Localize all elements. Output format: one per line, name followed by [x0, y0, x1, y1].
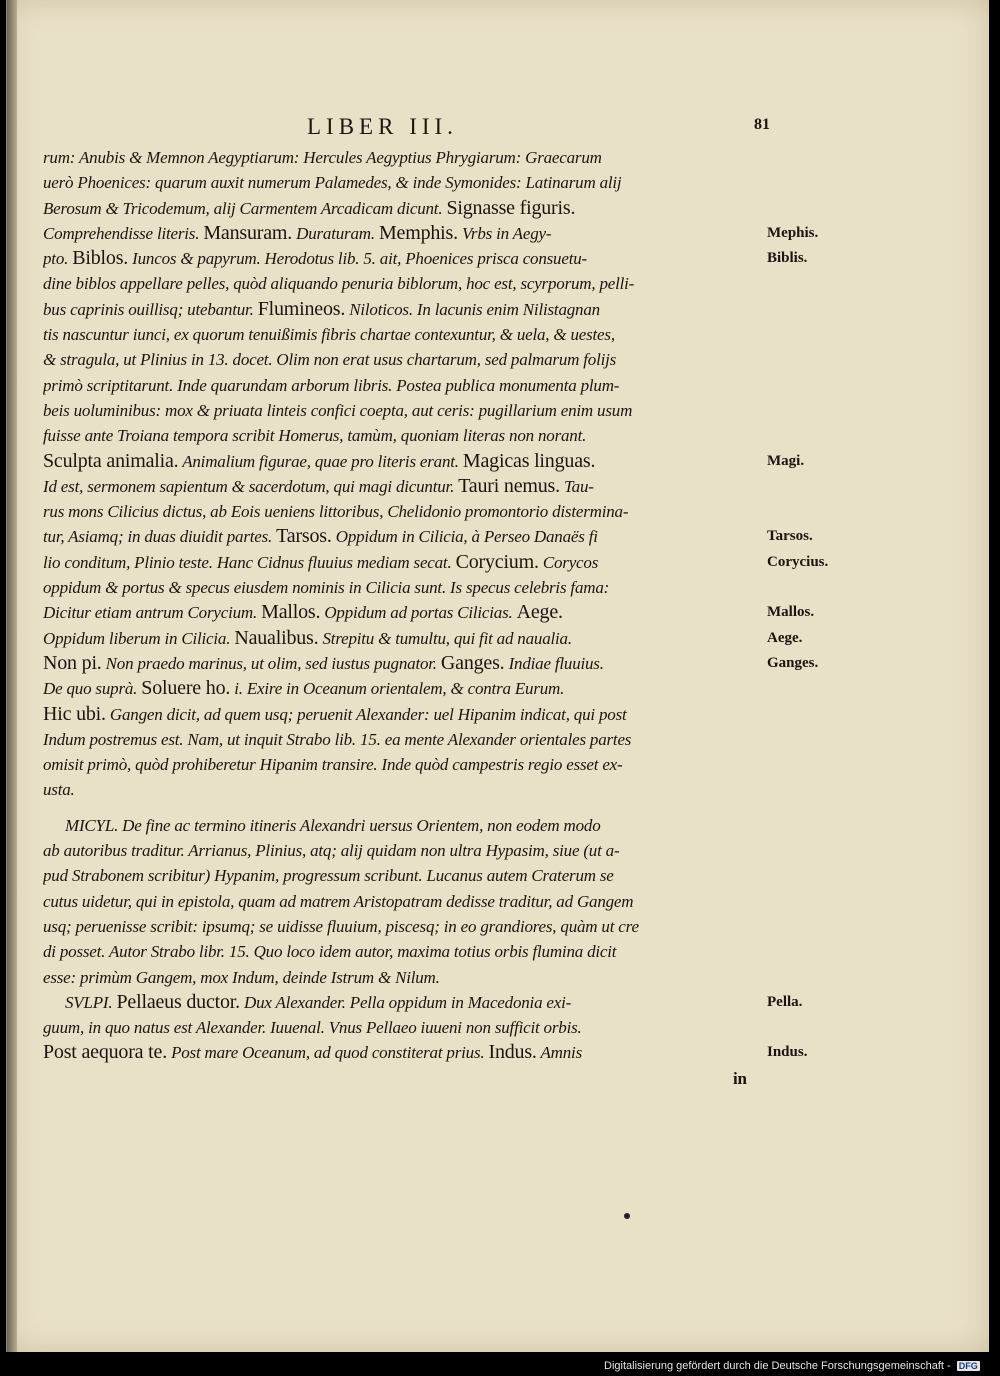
lemma: Aege.	[516, 601, 563, 624]
text-line	[43, 524, 765, 549]
line-text: rum: Anubis & Memnon Aegyptiarum: Hercules Aegyptius Phrygiarum: Graecarum	[43, 148, 602, 167]
text-line	[43, 322, 765, 347]
text-line	[43, 550, 765, 575]
line-text: Oppidum in Cilicia, à Perseo Danaës fi	[335, 527, 598, 547]
line-text: primò scriptitarunt. Inde quarundam arborum libris. Postea publica monumenta plum-	[43, 375, 620, 395]
line-text: Amnis	[540, 1043, 582, 1063]
line-text: lio conditum, Plinio teste. Hanc Cidnus fluuius mediam secat.	[43, 552, 452, 572]
marginal-note: Biblis.	[767, 250, 808, 266]
line-text: di posset. Autor Strabo libr. 15. Quo loco idem autor, maxima totius orbis flumina dicit	[43, 942, 617, 962]
text-line	[43, 965, 765, 990]
text-line	[43, 1040, 765, 1065]
lemma: Memphis.	[378, 221, 458, 244]
line-text: i. Exire in Oceanum orientalem, & contra Eurum.	[234, 679, 565, 699]
line-text: tur, Asiamq; in duas diuidit partes.	[43, 527, 273, 547]
text-line	[43, 1015, 765, 1040]
text-line	[43, 676, 765, 701]
line-text: Oppidum ad portas Cilicias.	[324, 603, 513, 623]
line-text: cutus uidetur, qui in epistola, quam ad matrem Aristopatram dedisse traditur, ad Gangem	[43, 891, 634, 911]
text-line	[43, 1066, 765, 1091]
line-text: usta.	[43, 780, 75, 800]
lemma: Hic ubi.	[43, 702, 106, 725]
line-text: pud Strabonem scribitur) Hypanim, progressum scribunt. Lucanus autem Craterum se	[43, 866, 614, 886]
lemma: Mallos.	[261, 601, 321, 624]
lemma: Naualibus.	[234, 626, 319, 649]
marginal-note: Tarsos.	[767, 528, 813, 544]
line-text: Gangen dicit, ad quem usq; peruenit Alexander: uel Hipanim indicat, qui post	[109, 704, 627, 724]
marginal-note: Corycius.	[767, 554, 829, 570]
lemma: Non pi.	[43, 651, 102, 674]
lemma: Biblos.	[72, 247, 129, 270]
digitization-credit	[604, 1360, 994, 1374]
lemma: Tarsos.	[276, 525, 332, 548]
text-line	[43, 813, 765, 838]
line-text: bus caprinis ouillisq; utebantur.	[43, 299, 254, 319]
text-line	[43, 600, 765, 625]
ink-spot	[624, 1213, 630, 1219]
line-text: Vrbs in Aegy-	[462, 223, 552, 243]
line-text: in	[733, 1068, 747, 1088]
line-text: Dux Alexander. Pella oppidum in Macedonia exi-	[244, 992, 572, 1012]
lemma: Tauri nemus.	[458, 474, 560, 497]
text-line	[43, 863, 765, 888]
marginal-note: Aege.	[767, 630, 803, 646]
lemma: Flumineos.	[257, 297, 346, 320]
text-line	[43, 651, 765, 676]
line-text: pto.	[43, 249, 69, 269]
lemma: Corycium.	[455, 550, 539, 573]
lemma: Pellaeus ductor.	[116, 990, 240, 1013]
line-text: omisit primò, quòd prohiberetur Hipanim transire. Inde quòd campestris regio esset ex-	[43, 755, 623, 775]
lemma: Magicas linguas.	[462, 449, 596, 472]
line-text: Iuncos & papyrum. Herodotus lib. 5. ait, Phoenices prisca consuetu-	[132, 249, 587, 269]
running-title: LIBER III.	[307, 114, 458, 139]
text-line	[43, 271, 765, 296]
text-line	[43, 626, 765, 651]
line-text: MICYL. De fine ac termino itineris Alexandri uersus Orientem, non eodem modo	[65, 815, 601, 835]
credit-text: Digitalisierung gefördert durch die Deutsche Forschungsgemeinschaft -	[604, 1360, 951, 1372]
text-line	[43, 575, 765, 600]
line-text: oppidum & portus & specus eiusdem nominis in Cilicia sunt. Is specus celebris fama:	[43, 578, 610, 598]
marginal-note: Magi.	[767, 453, 805, 469]
line-text: Oppidum liberum in Cilicia.	[43, 628, 231, 648]
text-line	[43, 145, 765, 170]
text-line	[43, 727, 765, 752]
line-text: Tau-	[563, 476, 594, 496]
book-page	[6, 0, 989, 1352]
text-line	[43, 474, 765, 499]
line-text: Duraturam.	[296, 223, 375, 243]
text-line	[43, 221, 765, 246]
lemma: Post aequora te.	[43, 1041, 167, 1064]
marginal-note: Indus.	[767, 1044, 808, 1060]
text-line	[43, 196, 765, 221]
line-text: Indiae fluuius.	[508, 653, 604, 673]
line-text: Niloticos. In lacunis enim Nilistagnan	[349, 299, 600, 319]
text-line	[43, 752, 765, 777]
line-text: Non praedo marinus, ut olim, sed iustus pugnator.	[105, 653, 437, 673]
lemma: Ganges.	[440, 651, 505, 674]
line-text: Id est, sermonem sapientum & sacerdotum, qui magi dicuntur.	[43, 476, 455, 496]
line-text: usq; peruenisse scribit: ipsumq; se uidisse fluuium, piscesq; in eo grandiores, quàm ut cre	[43, 916, 639, 936]
line-text: SVLPI.	[65, 992, 113, 1012]
line-text: ab autoribus traditur. Arrianus, Plinius, atq; alij quidam non ultra Hypasim, siue (ut a-	[43, 841, 620, 861]
line-text: Indum postremus est. Nam, ut inquit Strabo lib. 15. ea mente Alexander orientales partes	[43, 729, 632, 749]
marginal-note: Mephis.	[767, 225, 819, 241]
text-line	[43, 398, 765, 423]
text-line	[43, 170, 765, 195]
lemma: Indus.	[488, 1041, 537, 1064]
text-line	[43, 939, 765, 964]
line-text: rus mons Cilicius dictus, ab Eois ueniens littoribus, Chelidonio promontorio distermina-	[43, 502, 629, 522]
lemma: Soluere ho.	[141, 677, 231, 700]
line-text: guum, in quo natus est Alexander. Iuuenal. Vnus Pellaeo iuueni non sufficit orbis.	[43, 1018, 582, 1038]
lemma: Signasse figuris.	[446, 196, 576, 219]
line-text: fuisse ante Troiana tempora scribit Homerus, tamùm, quoniam literas non norant.	[43, 426, 587, 446]
dfg-logo: DFG	[958, 1361, 978, 1371]
lemma: Sculpta animalia.	[43, 449, 179, 472]
line-text: Comprehendisse literis.	[43, 223, 200, 243]
line-text: Dicitur etiam antrum Corycium.	[43, 603, 258, 623]
running-header	[307, 114, 807, 144]
marginal-note: Pella.	[767, 994, 803, 1010]
text-line	[43, 449, 765, 474]
text-line	[43, 297, 765, 322]
marginal-note: Ganges.	[767, 655, 819, 671]
folio-number: 81	[754, 116, 770, 133]
text-line	[43, 373, 765, 398]
line-text: Berosum & Tricodemum, alij Carmentem Arcadicam dicunt.	[43, 198, 443, 218]
text-line	[43, 423, 765, 448]
line-text: dine biblos appellare pelles, quòd aliquando penuria biblorum, hoc est, scyrporum, pelli-	[43, 274, 635, 294]
text-line	[43, 347, 765, 372]
text-line	[43, 914, 765, 939]
text-line	[43, 499, 765, 524]
line-text: Strepitu & tumultu, qui fit ad naualia.	[322, 628, 572, 648]
line-text: esse: primùm Gangem, mox Indum, deinde Istrum & Nilum.	[43, 967, 440, 987]
commentary-text-block	[43, 145, 765, 1091]
text-line	[43, 838, 765, 863]
page-spine-shadow	[7, 0, 17, 1352]
line-text: Corycos	[542, 552, 599, 572]
text-line	[43, 990, 765, 1015]
text-line	[43, 889, 765, 914]
text-line	[43, 777, 765, 802]
lemma: Mansuram.	[203, 221, 293, 244]
line-text: Animalium figurae, quae pro literis erant.	[182, 451, 459, 471]
line-text: uerò Phoenices: quarum auxit numerum Palamedes, & inde Symonides: Latinarum alij	[43, 173, 622, 193]
text-line	[43, 702, 765, 727]
line-text: & stragula, ut Plinius in 13. docet. Olim non erat usus chartarum, sed palmarum folijs	[43, 350, 617, 370]
line-text: De quo suprà.	[43, 679, 138, 699]
text-line	[43, 246, 765, 271]
marginal-note: Mallos.	[767, 604, 815, 620]
line-text: beis uoluminibus: mox & priuata linteis confici coepta, aut ceris: pugillarium enim usum	[43, 400, 633, 420]
line-text: tis nascuntur iunci, ex quorum tenuißimis fibris chartae contexuntur, & uela, & uestes,	[43, 325, 615, 345]
line-text: Post mare Oceanum, ad quod constiterat prius.	[171, 1043, 485, 1063]
